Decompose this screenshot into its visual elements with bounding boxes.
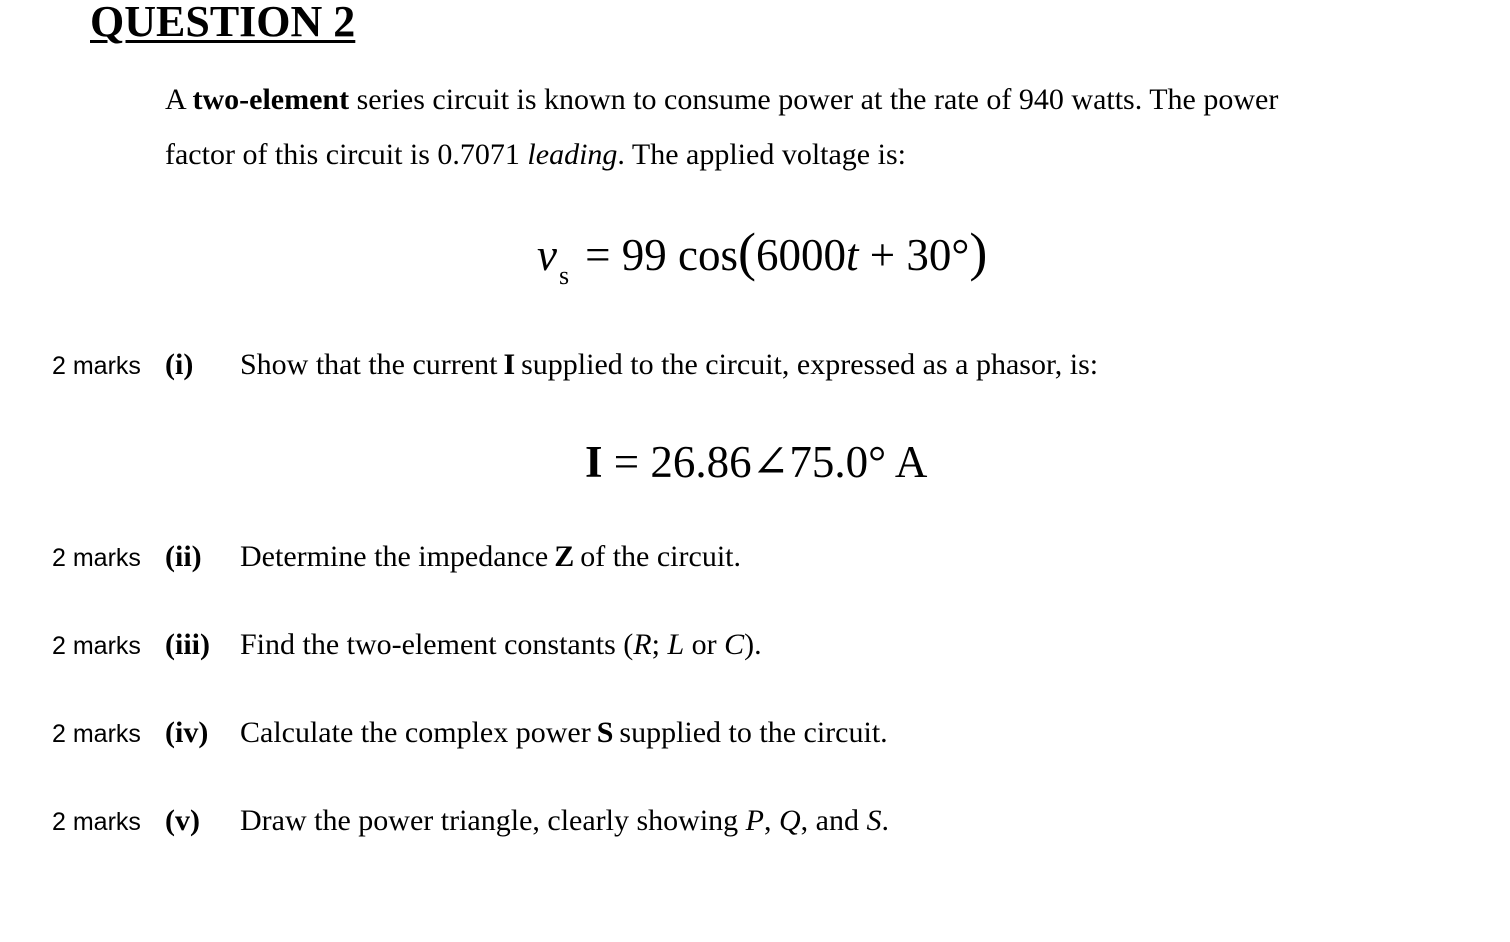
open-paren: ( bbox=[737, 222, 756, 282]
intro-bold-term: two-element bbox=[192, 83, 350, 116]
question-text bbox=[240, 803, 889, 839]
marks-label: 2 marks bbox=[52, 544, 141, 572]
intro-italic-term: leading bbox=[527, 138, 618, 171]
italic-symbol: P bbox=[745, 804, 764, 837]
current-value: = 26.86∠75.0° A bbox=[602, 437, 928, 487]
voltage-phase: + 30° bbox=[858, 230, 970, 280]
voltage-arg: 6000 bbox=[755, 230, 846, 280]
question-text-part: of the circuit. bbox=[580, 540, 741, 573]
bold-symbol: S bbox=[596, 716, 614, 749]
intro-text: series circuit is known to consume power at the rate of 940 watts. The power bbox=[349, 83, 1279, 116]
current-symbol: I bbox=[585, 437, 603, 487]
marks-label: 2 marks bbox=[52, 720, 141, 748]
question-number: (v) bbox=[165, 804, 200, 837]
question-text-part: . bbox=[881, 804, 889, 837]
question-text-part: or bbox=[684, 628, 725, 661]
bold-symbol: I bbox=[503, 348, 516, 381]
voltage-variable: v bbox=[537, 230, 557, 280]
question-text-part: Draw the power triangle, clearly showing bbox=[240, 804, 746, 837]
question-number: (i) bbox=[165, 348, 194, 381]
question-heading: QUESTION 2 bbox=[90, 0, 356, 46]
italic-symbol: L bbox=[667, 628, 685, 661]
question-item-ii bbox=[0, 533, 1510, 583]
italic-symbol: S bbox=[866, 804, 882, 837]
voltage-equation bbox=[537, 222, 987, 292]
question-text-part: ). bbox=[744, 628, 762, 661]
question-text bbox=[240, 627, 762, 663]
intro-line-1 bbox=[165, 72, 1395, 127]
intro-text: . The applied voltage is: bbox=[617, 138, 906, 171]
question-text bbox=[240, 539, 741, 575]
question-text-part: Calculate the complex power bbox=[240, 716, 591, 749]
question-item-iv bbox=[0, 709, 1510, 759]
bold-symbol: Z bbox=[554, 540, 575, 573]
question-item-iii bbox=[0, 621, 1510, 671]
question-text-part: , and bbox=[800, 804, 867, 837]
time-variable: t bbox=[845, 230, 859, 280]
question-item-v bbox=[0, 797, 1510, 847]
marks-label: 2 marks bbox=[52, 808, 141, 836]
italic-symbol: C bbox=[724, 628, 745, 661]
question-text-part: Show that the current bbox=[240, 348, 498, 381]
question-number: (iv) bbox=[165, 716, 209, 749]
question-text-part: Determine the impedance bbox=[240, 540, 549, 573]
current-equation bbox=[585, 432, 927, 492]
intro-line-2 bbox=[165, 127, 1395, 182]
question-text bbox=[240, 715, 888, 751]
intro-paragraph bbox=[165, 72, 1395, 182]
question-text-part: Find the two-element constants ( bbox=[240, 628, 634, 661]
marks-label: 2 marks bbox=[52, 632, 141, 660]
intro-text: factor of this circuit is 0.7071 bbox=[165, 138, 528, 171]
question-text-part: ; bbox=[651, 628, 668, 661]
voltage-equals: = 99 cos bbox=[585, 230, 738, 280]
voltage-subscript: s bbox=[558, 261, 570, 290]
question-number: (ii) bbox=[165, 540, 202, 573]
close-paren: ) bbox=[969, 222, 988, 282]
marks-label: 2 marks bbox=[52, 352, 141, 380]
italic-symbol: Q bbox=[779, 804, 801, 837]
question-text-part: supplied to the circuit. bbox=[619, 716, 888, 749]
italic-symbol: R bbox=[633, 628, 652, 661]
intro-text: A bbox=[165, 83, 193, 116]
question-number: (iii) bbox=[165, 628, 210, 661]
question-text-part: supplied to the circuit, expressed as a phasor, is: bbox=[521, 348, 1099, 381]
question-text-part: , bbox=[764, 804, 779, 837]
question-text bbox=[240, 347, 1098, 383]
question-item-i bbox=[0, 341, 1510, 391]
